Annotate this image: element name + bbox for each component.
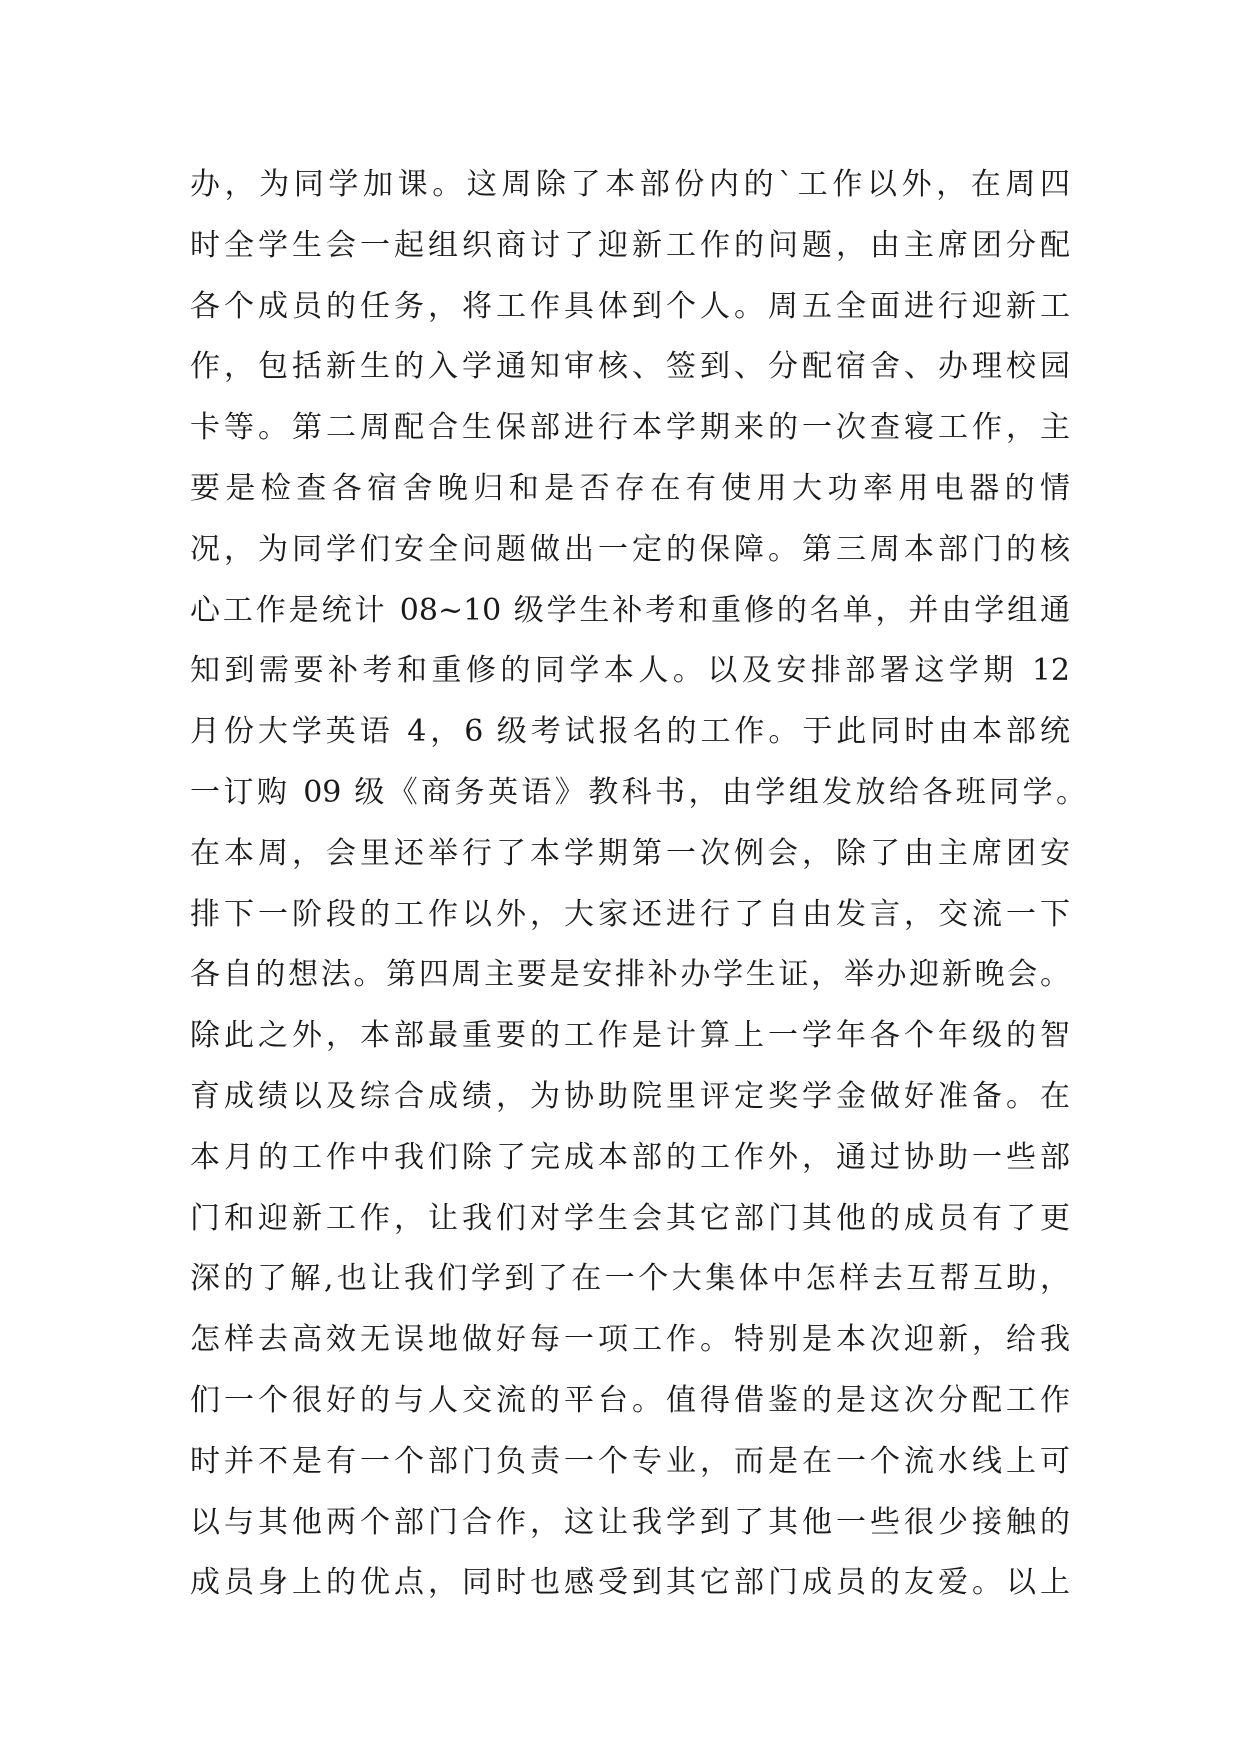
text-line-17: 本月的工作中我们除了完成本部的工作外，通过协助一些部 <box>190 1139 1070 1175</box>
text-line-20: 怎样去高效无误地做好每一项工作。特别是本次迎新，给我 <box>190 1322 1070 1358</box>
text-line-9: 知到需要补考和重修的同学本人。以及安排部署这学期 12 <box>190 653 1070 689</box>
body-text <box>190 155 1086 1614</box>
text-line-12: 在本周，会里还举行了本学期第一次例会，除了由主席团安 <box>190 835 1070 871</box>
text-line-16: 育成绩以及综合成绩，为协助院里评定奖学金做好准备。在 <box>190 1078 1070 1114</box>
text-line-5: 卡等。第二周配合生保部进行本学期来的一次查寝工作，主 <box>190 410 1070 446</box>
text-line-24: 成员身上的优点，同时也感受到其它部门成员的友爱。以上 <box>190 1565 1070 1601</box>
text-line-18: 门和迎新工作，让我们对学生会其它部门其他的成员有了更 <box>190 1200 1070 1236</box>
text-line-4: 作，包括新生的入学通知审核、签到、分配宿舍、办理校园 <box>190 349 1070 385</box>
text-line-14: 各自的想法。第四周主要是安排补办学生证，举办迎新晚会。 <box>190 957 1070 993</box>
text-line-15: 除此之外，本部最重要的工作是计算上一学年各个年级的智 <box>190 1018 1070 1054</box>
text-line-6: 要是检查各宿舍晚归和是否存在有使用大功率用电器的情 <box>190 470 1070 506</box>
text-line-19: 深的了解,也让我们学到了在一个大集体中怎样去互帮互助， <box>190 1261 1070 1297</box>
text-line-1: 办，为同学加课。这周除了本部份内的`工作以外，在周四 <box>190 167 1070 202</box>
text-line-10: 月份大学英语 4，6 级考试报名的工作。于此同时由本部统 <box>190 714 1070 750</box>
text-line-13: 排下一阶段的工作以外，大家还进行了自由发言，交流一下 <box>190 896 1070 932</box>
text-line-7: 况，为同学们安全问题做出一定的保障。第三周本部门的核 <box>190 531 1070 567</box>
text-line-22: 时并不是有一个部门负责一个专业，而是在一个流水线上可 <box>190 1443 1070 1479</box>
text-line-23: 以与其他两个部门合作，这让我学到了其他一些很少接触的 <box>190 1504 1070 1540</box>
text-line-2: 时全学生会一起组织商讨了迎新工作的问题，由主席团分配 <box>190 227 1070 263</box>
text-line-21: 们一个很好的与人交流的平台。值得借鉴的是这次分配工作 <box>190 1382 1070 1418</box>
text-line-8: 心工作是统计 08~10 级学生补考和重修的名单，并由学组通 <box>190 592 1070 628</box>
text-line-3: 各个成员的任务，将工作具体到个人。周五全面进行迎新工 <box>190 288 1070 324</box>
text-line-11: 一订购 09 级《商务英语》教科书，由学组发放给各班同学。 <box>190 774 1086 810</box>
